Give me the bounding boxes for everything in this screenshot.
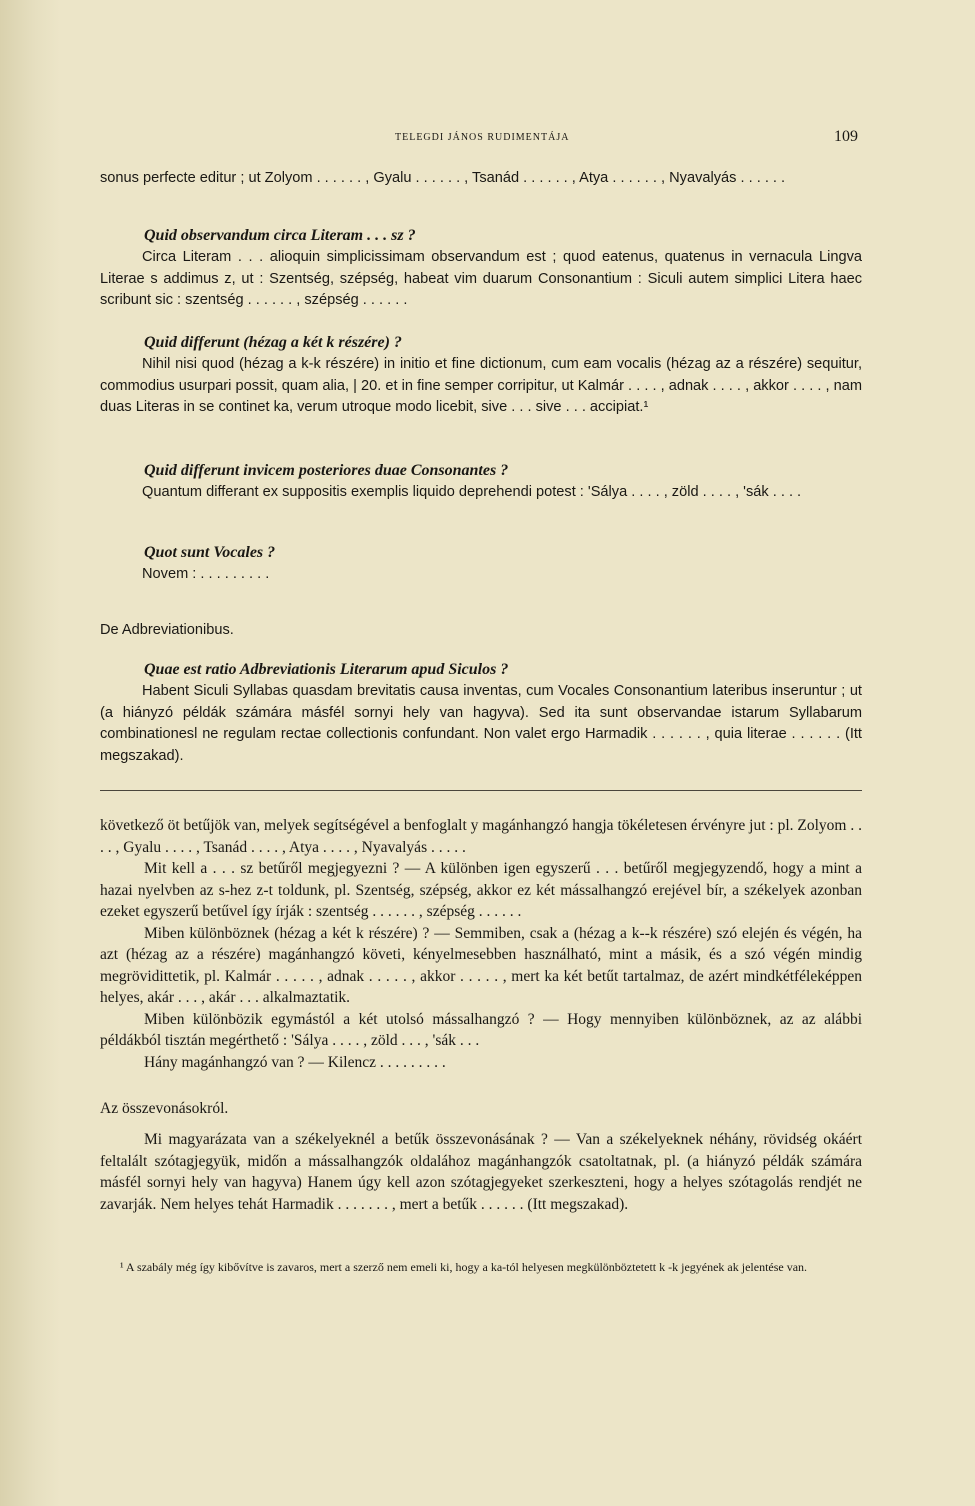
hu-paragraph-3: Miben különböznek (hézag a két k részére) ? — Semmiben, csak a (hézag a k--k részére) szó elején és végén, ha azt (hézag az a részére) magánhangzó követi, kényelmesebben használható, mint a másik, és a szó végén mindig megrövidittetik, pl. Kalmár . . . . . , adnak . . . . . , akkor . . . . . , mert ka két betűt tartalmaz, de azért mindkétféleképpen helyes, akár . . . , akár . . . alkalmaztatik. [100, 924, 862, 1006]
hungarian-section-2 [100, 1098, 862, 1120]
question-sz: Quid observandum circa Literam . . . sz ? [144, 227, 416, 244]
footnote-text: ¹ A szabály még így kibővítve is zavaros, mert a szerző nem emeli ki, hogy a ka-tól helyesen megkülönböztetett k -k jegyének ak jelentése van. [120, 1260, 808, 1274]
hu-paragraph-4: Miben különbözik egymástól a két utolsó mássalhangzó ? — Hogy mennyiben különböznek, az az alábbi példákból tisztán megérthető : 'Sálya . . . . , zöld . . . , 'sák . . . [100, 1010, 862, 1049]
section-heading-osszevonasok: Az összevonásokról. [100, 1100, 229, 1117]
hu-paragraph-6: Mi magyarázata van a székelyeknél a betűk összevonásának ? — Van a székelyeknek néhány, rövidség okáért feltalált szótagjegyük, midőn a mássalhangzók oldalához magánhangzók csatoltatnak, pl. (a hiányzó példák számára másfél sornyi hely van hagyva) Hanem úgy kell azon szótagjegyeket szerkeszteni, hogy a helyes szótagolás rendjét ne zavarják. Nem helyes tehát Harmadik . . . . . . . , mert a betűk . . . . . . (Itt megszakad). [100, 1131, 862, 1213]
hungarian-section-3 [100, 1129, 862, 1215]
question-adbreviationis: Quae est ratio Adbreviationis Literarum apud Siculos ? [144, 661, 509, 678]
latin-section-5 [100, 542, 862, 586]
latin-section-1 [100, 168, 862, 190]
answer-adbreviationis: Habent Siculi Syllabas quasdam brevitatis causa inventas, cum Vocales Consonantium lateribus inseruntur ; ut (a hiányzó példák számára másfél sornyi hely van hagyva). Sed ita sunt observandae istarum Syllabarum combinationesl ne regulam rectae collectionis confundant. Non valet ergo Harmadik . . . . . . , quia literae . . . . . . (Itt megszakad). [100, 683, 862, 764]
answer-consonantes: Quantum differant ex suppositis exemplis liquido deprehendi potest : 'Sálya . . . . , zöld . . . . , 'sák . . . . [142, 484, 802, 500]
hu-paragraph-1: következő öt betűjök van, melyek segítségével a benfoglalt y magánhangzó hangja tökéletesen érvényre jut : pl. Zolyom . . . . , Gyalu . . . . , Tsanád . . . . , Atya . . . . , Nyavalyás . . . . . [100, 817, 862, 856]
page-edge-shadow [0, 0, 60, 1506]
page-number: 109 [834, 128, 858, 145]
page-header [0, 128, 975, 148]
question-vocales: Quot sunt Vocales ? [144, 544, 276, 561]
latin-section-7 [100, 659, 862, 767]
latin-section-6 [100, 620, 862, 642]
latin-section-4 [100, 460, 862, 504]
latin-section-2 [100, 225, 862, 312]
question-consonantes: Quid differunt invicem posteriores duae Consonantes ? [144, 462, 509, 479]
section-heading-adbreviationibus: De Adbreviationibus. [100, 622, 234, 638]
answer-differunt: Nihil nisi quod (hézag a k-k részére) in initio et fine dictionum, cum eam vocalis (hézag az a részére) sequitur, commodius usurpari possit, quam alia, | 20. et in fine semper corripitur, ut Kalmár . . . . , adnak . . . . , akkor . . . . , nam duas Literas in se continet ka, verum utroque modo licebit, sive . . . sive . . . accipiat.¹ [100, 356, 862, 415]
question-differunt: Quid differunt (hézag a két k részére) ? [144, 334, 402, 351]
answer-sz: Circa Literam . . . alioquin simplicissimam observandum est ; quod eatenus, quatenus in vernacula Lingva Literae s addimus z, ut : Szentség, szépség, habeat vim duarum Consonantium : Siculi autem simplici Litera haec scribunt sic : szentség . . . . . . , szépség . . . . . . [100, 249, 862, 308]
section-divider [100, 790, 862, 791]
hu-paragraph-5: Hány magánhangzó van ? — Kilencz . . . . . . . . . [144, 1053, 446, 1071]
latin-section-3 [100, 332, 862, 419]
running-head: TELEGDI JÁNOS RUDIMENTÁJA [395, 132, 570, 143]
footnote [100, 1258, 862, 1276]
hu-paragraph-2: Mit kell a . . . sz betűről megjegyezni ? — A különben igen egyszerű . . . betűről megjegyzendő, hogy a mint a hazai nyelvben az s-hez z-t toldunk, pl. Szentség, szépség, akkor ez két mássalhangzó erejével bír, a székelyek azonban ezeket egyszerű betűvel így írják : szentség . . . . . . , szépség . . . . . . [100, 860, 862, 920]
latin-intro: sonus perfecte editur ; ut Zolyom . . . . . . , Gyalu . . . . . . , Tsanád . . . . . . , Atya . . . . . . , Nyavalyás . . . . . . [100, 170, 786, 186]
hungarian-translation [100, 815, 862, 1073]
answer-vocales: Novem : . . . . . . . . . [142, 566, 270, 582]
